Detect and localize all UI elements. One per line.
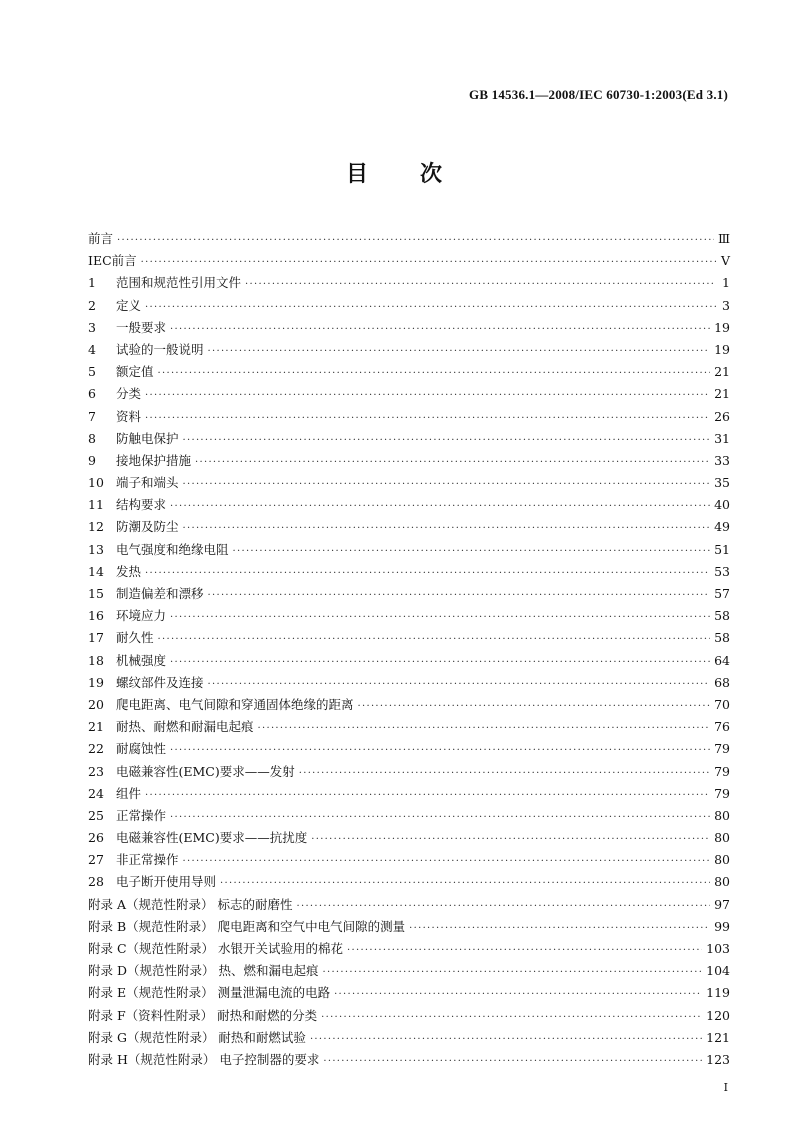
toc-entry-label: 附录 B（规范性附录） 爬电距离和空气中电气间隙的测量 xyxy=(88,918,406,934)
toc-entry-page: 103 xyxy=(706,941,730,956)
toc-entry-label: 制造偏差和漂移 xyxy=(116,586,204,601)
toc-entry-page: 80 xyxy=(714,852,730,868)
toc-dot-leader xyxy=(347,945,702,956)
toc-entry[interactable] xyxy=(88,318,730,340)
toc-entry[interactable] xyxy=(88,1028,730,1050)
toc-entry[interactable] xyxy=(88,473,730,495)
toc-entry-number: 6 xyxy=(88,386,96,402)
toc-entry[interactable] xyxy=(88,562,730,584)
toc-dot-leader xyxy=(245,279,716,290)
toc-entry[interactable] xyxy=(88,1006,730,1028)
toc-entry-label: 防触电保护 xyxy=(116,430,179,446)
toc-entry-label: 试验的一般说明 xyxy=(116,341,204,357)
toc-entry-page: Ⅲ xyxy=(717,231,730,246)
toc-entry[interactable] xyxy=(88,429,730,451)
toc-entry[interactable] xyxy=(88,673,730,695)
toc-dot-leader xyxy=(409,923,710,934)
toc-entry-number: 1 xyxy=(88,275,96,291)
toc-entry-label: 环境应力 xyxy=(116,608,167,624)
toc-entry-label: 额定值 xyxy=(116,364,154,380)
toc-entry-number: 25 xyxy=(88,807,104,823)
toc-entry[interactable] xyxy=(88,517,730,539)
toc-entry-number: 7 xyxy=(88,408,96,424)
toc-entry-page: 80 xyxy=(714,830,730,846)
toc-dot-leader xyxy=(141,257,716,268)
title-char-2: 次 xyxy=(420,162,443,187)
toc-entry-number: 12 xyxy=(88,519,104,535)
toc-entry[interactable] xyxy=(88,628,730,650)
toc-entry-page: 68 xyxy=(714,674,730,690)
toc-dot-leader xyxy=(117,235,714,246)
toc-entry-number: 15 xyxy=(88,586,104,601)
toc-dot-leader xyxy=(170,612,710,623)
toc-entry-number: 2 xyxy=(88,297,96,313)
toc-entry-page: 21 xyxy=(714,386,730,402)
toc-entry-label: 机械强度 xyxy=(116,652,167,668)
toc-entry-label: 结构要求 xyxy=(116,497,167,513)
toc-dot-leader xyxy=(158,368,711,379)
toc-entry[interactable] xyxy=(88,362,730,384)
toc-entry-number: 19 xyxy=(88,674,104,690)
toc-entry-label: 资料 xyxy=(116,408,142,424)
page-number: I xyxy=(723,1081,728,1094)
toc-entry-label: 附录 E（规范性附录） 测量泄漏电流的电路 xyxy=(88,985,331,1001)
toc-entry[interactable] xyxy=(88,229,730,251)
toc-entry[interactable] xyxy=(88,384,730,406)
toc-dot-leader xyxy=(208,346,711,357)
toc-entry-page: 79 xyxy=(714,763,730,779)
toc-entry-number: 13 xyxy=(88,541,104,557)
toc-entry-number: 5 xyxy=(88,364,96,380)
toc-entry[interactable] xyxy=(88,451,730,473)
toc-entry-label: 爬电距离、电气间隙和穿通固体绝缘的距离 xyxy=(116,696,354,712)
toc-entry-label: 附录 D（规范性附录） 热、燃和漏电起痕 xyxy=(88,963,319,979)
toc-entry-label: 正常操作 xyxy=(116,807,167,823)
title-char-1: 目 xyxy=(345,162,368,187)
toc-entry-label: 非正常操作 xyxy=(116,852,179,868)
toc-entry-label: 电气强度和绝缘电阻 xyxy=(116,541,229,557)
toc-dot-leader xyxy=(233,546,711,557)
toc-entry-page: 1 xyxy=(722,275,730,291)
toc-entry-page: 119 xyxy=(706,985,730,1001)
toc-entry-label: 发热 xyxy=(116,563,142,579)
toc-entry[interactable] xyxy=(88,872,730,894)
toc-entry-label: 电子断开使用导则 xyxy=(116,874,217,890)
toc-entry-number: 9 xyxy=(88,452,96,468)
toc-entry-label: 耐热、耐燃和耐漏电起痕 xyxy=(116,719,254,735)
toc-dot-leader xyxy=(170,745,710,756)
page-title xyxy=(0,157,788,188)
toc-entry[interactable] xyxy=(88,961,730,983)
toc-entry-page: 79 xyxy=(714,785,730,801)
toc-entry[interactable] xyxy=(88,895,730,917)
toc-entry-label: 前言 xyxy=(88,231,114,246)
toc-dot-leader xyxy=(145,390,710,401)
toc-dot-leader xyxy=(170,812,710,823)
toc-entry-number: 24 xyxy=(88,785,104,801)
toc-entry-page: 58 xyxy=(714,608,730,624)
toc-entry[interactable] xyxy=(88,717,730,739)
toc-dot-leader xyxy=(145,413,710,424)
toc-entry[interactable] xyxy=(88,917,730,939)
toc-dot-leader xyxy=(183,435,711,446)
toc-entry[interactable] xyxy=(88,651,730,673)
toc-dot-leader xyxy=(208,590,711,601)
toc-entry-page: 21 xyxy=(714,364,730,380)
toc-entry-page: Ⅴ xyxy=(720,253,730,269)
toc-entry[interactable] xyxy=(88,584,730,606)
toc-entry-label: 范围和规范性引用文件 xyxy=(116,275,242,291)
toc-entry[interactable] xyxy=(88,273,730,295)
toc-dot-leader xyxy=(321,1012,702,1023)
toc-entry-label: 附录 G（规范性附录） 耐热和耐燃试验 xyxy=(88,1029,306,1045)
toc-entry[interactable] xyxy=(88,806,730,828)
toc-entry-number: 20 xyxy=(88,696,104,712)
toc-entry[interactable] xyxy=(88,407,730,429)
toc-entry-number: 16 xyxy=(88,608,104,624)
toc-dot-leader xyxy=(299,768,710,779)
toc-entry-page: 80 xyxy=(714,874,730,890)
toc-entry-number: 10 xyxy=(88,475,104,491)
toc-entry-label: 附录 H（规范性附录） 电子控制器的要求 xyxy=(88,1051,320,1067)
toc-entry-page: 123 xyxy=(706,1051,730,1067)
toc-entry-number: 27 xyxy=(88,852,104,868)
toc-entry[interactable] xyxy=(88,296,730,318)
toc-entry-number: 26 xyxy=(88,830,104,846)
toc-entry[interactable] xyxy=(88,251,730,273)
toc-dot-leader xyxy=(258,723,711,734)
table-of-contents xyxy=(88,229,730,1072)
toc-entry-label: 一般要求 xyxy=(116,319,167,335)
toc-dot-leader xyxy=(183,856,711,867)
toc-dot-leader xyxy=(145,790,710,801)
toc-entry-number: 18 xyxy=(88,652,104,668)
toc-entry-number: 3 xyxy=(88,319,96,335)
toc-dot-leader xyxy=(183,479,711,490)
toc-entry-label: 接地保护措施 xyxy=(116,452,192,468)
toc-dot-leader xyxy=(170,324,710,335)
toc-entry-page: 120 xyxy=(706,1007,730,1023)
toc-entry-page: 121 xyxy=(706,1029,730,1045)
toc-entry-page: 104 xyxy=(706,963,730,979)
toc-dot-leader xyxy=(183,523,711,534)
toc-entry-page: 70 xyxy=(714,696,730,712)
toc-entry[interactable] xyxy=(88,939,730,961)
toc-entry[interactable] xyxy=(88,850,730,872)
toc-entry-page: 79 xyxy=(714,741,730,757)
toc-entry-label: 螺纹部件及连接 xyxy=(116,674,204,690)
toc-dot-leader xyxy=(145,568,710,579)
toc-entry-page: 53 xyxy=(714,563,730,579)
toc-dot-leader xyxy=(311,834,710,845)
toc-dot-leader xyxy=(358,701,711,712)
toc-entry-page: 3 xyxy=(722,297,730,313)
toc-entry-page: 35 xyxy=(714,475,730,491)
toc-entry[interactable] xyxy=(88,495,730,517)
toc-entry-label: 组件 xyxy=(116,785,142,801)
toc-dot-leader xyxy=(323,1056,702,1067)
toc-entry[interactable] xyxy=(88,340,730,362)
toc-entry-number: 23 xyxy=(88,763,104,779)
toc-entry-label: 耐久性 xyxy=(116,630,154,646)
toc-dot-leader xyxy=(208,679,711,690)
toc-entry-label: 附录 A（规范性附录） 标志的耐磨性 xyxy=(88,896,293,912)
toc-entry-number: 14 xyxy=(88,563,104,579)
toc-entry-label: 附录 C（规范性附录） 水银开关试验用的棉花 xyxy=(88,941,344,956)
toc-dot-leader xyxy=(334,989,702,1000)
toc-dot-leader xyxy=(145,302,716,313)
toc-entry-number: 17 xyxy=(88,630,104,646)
toc-entry-page: 26 xyxy=(714,408,730,424)
toc-entry-number: 8 xyxy=(88,430,96,446)
toc-entry-page: 19 xyxy=(714,341,730,357)
toc-entry-page: 31 xyxy=(714,430,730,446)
toc-entry-label: 电磁兼容性(EMC)要求——抗扰度 xyxy=(116,830,308,846)
toc-dot-leader xyxy=(170,657,710,668)
toc-entry-label: 端子和端头 xyxy=(116,475,179,491)
standard-code-header: GB 14536.1—2008/IEC 60730-1:2003(Ed 3.1) xyxy=(469,87,728,102)
toc-entry-label: 电磁兼容性(EMC)要求——发射 xyxy=(116,763,295,779)
toc-entry-page: 33 xyxy=(714,452,730,468)
toc-entry-page: 80 xyxy=(714,807,730,823)
toc-entry[interactable] xyxy=(88,983,730,1005)
toc-entry[interactable] xyxy=(88,828,730,850)
toc-entry-page: 97 xyxy=(714,896,730,912)
toc-entry[interactable] xyxy=(88,1050,730,1072)
toc-entry-label: 附录 F（资料性附录） 耐热和耐燃的分类 xyxy=(88,1007,318,1023)
toc-entry-number: 21 xyxy=(88,719,104,735)
toc-entry[interactable] xyxy=(88,762,730,784)
toc-entry-page: 64 xyxy=(714,652,730,668)
toc-entry-page: 49 xyxy=(714,519,730,535)
toc-entry-page: 76 xyxy=(714,719,730,735)
toc-entry-label: 耐腐蚀性 xyxy=(116,741,167,757)
toc-entry-number: 4 xyxy=(88,341,96,357)
toc-entry-label: 定义 xyxy=(116,297,142,313)
toc-entry-number: 11 xyxy=(88,497,104,513)
toc-entry-page: 40 xyxy=(714,497,730,513)
toc-entry-page: 19 xyxy=(714,319,730,335)
toc-entry[interactable] xyxy=(88,540,730,562)
toc-entry-page: 57 xyxy=(714,586,730,601)
toc-dot-leader xyxy=(220,878,710,889)
toc-dot-leader xyxy=(195,457,710,468)
toc-entry-label: 防潮及防尘 xyxy=(116,519,179,535)
toc-dot-leader xyxy=(322,967,702,978)
toc-entry-page: 51 xyxy=(714,541,730,557)
toc-entry-label: 分类 xyxy=(116,386,142,402)
toc-entry-number: 22 xyxy=(88,741,104,757)
toc-entry-number: 28 xyxy=(88,874,104,890)
toc-dot-leader xyxy=(170,501,710,512)
toc-dot-leader xyxy=(310,1034,702,1045)
toc-entry-page: 58 xyxy=(714,630,730,646)
toc-entry-label: IEC前言 xyxy=(88,253,137,269)
toc-entry[interactable] xyxy=(88,606,730,628)
toc-entry-page: 99 xyxy=(714,918,730,934)
toc-entry[interactable] xyxy=(88,739,730,761)
toc-dot-leader xyxy=(158,634,711,645)
toc-entry[interactable] xyxy=(88,695,730,717)
toc-dot-leader xyxy=(296,901,710,912)
toc-entry[interactable] xyxy=(88,784,730,806)
